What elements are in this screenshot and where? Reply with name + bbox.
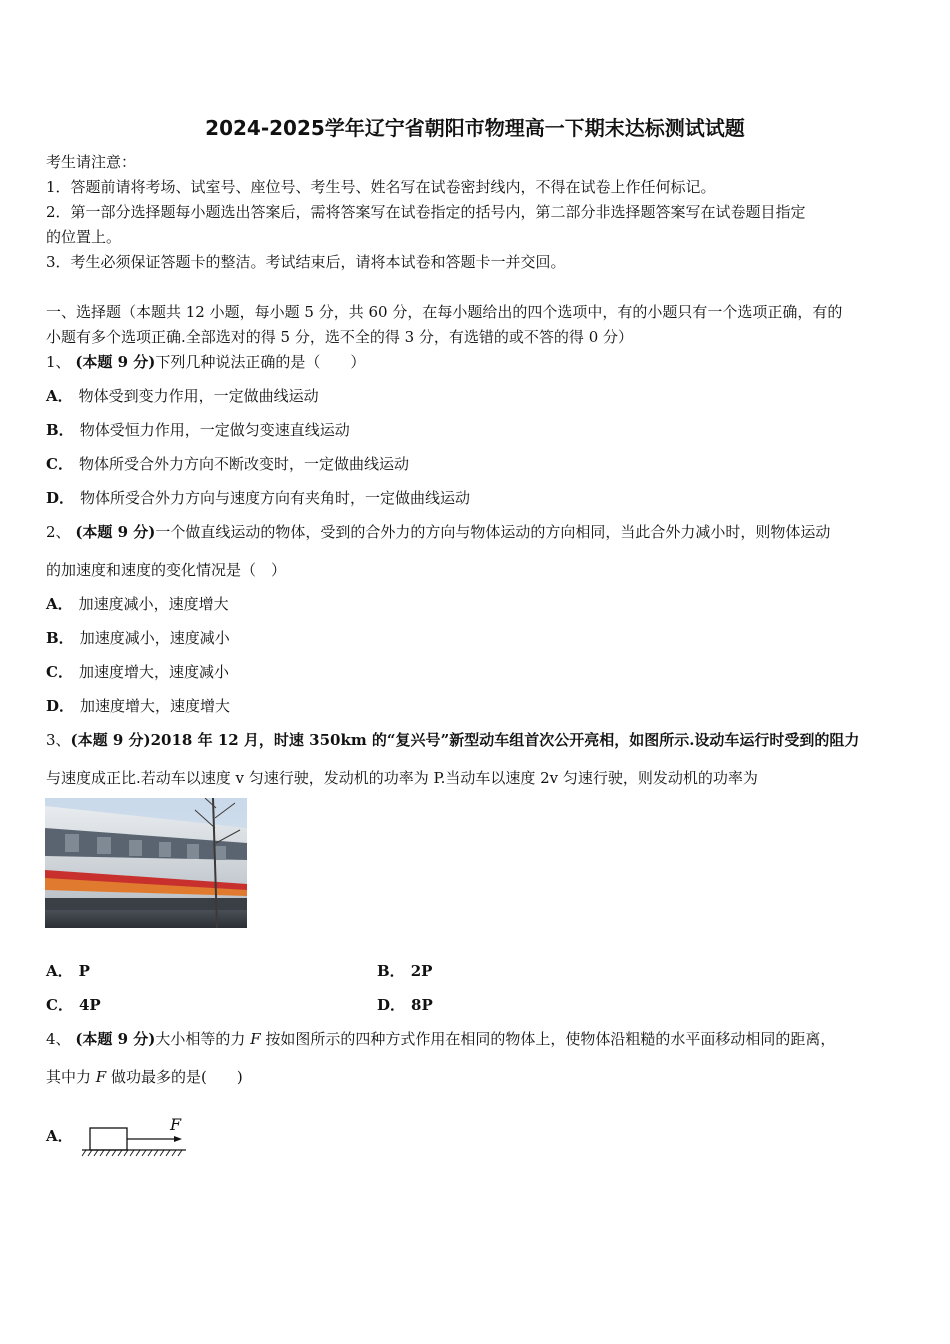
question-2-score: (本题 9 分) bbox=[75, 523, 156, 541]
question-2-option-c[interactable]: C． 加速度增大，速度减小 bbox=[46, 663, 229, 681]
question-4-stem: 4、 (本题 9 分)大小相等的力 F 按如图所示的四种方式作用在相同的物体上，使物体沿粗糙的水平面移动相同的距离， bbox=[46, 1030, 836, 1048]
question-2-stem-cont: 的加速度和速度的变化情况是（ ） bbox=[46, 561, 287, 579]
force-label: F bbox=[170, 1115, 182, 1134]
notice-item-1: 1．答题前请将考场、试室号、座位号、考生号、姓名写在试卷密封线内，不得在试卷上作任何标记。 bbox=[46, 178, 716, 196]
question-4-option-a[interactable]: A． bbox=[46, 1127, 73, 1145]
question-1-option-d[interactable]: D． 物体所受合外力方向与速度方向有夹角时，一定做曲线运动 bbox=[46, 489, 471, 507]
question-1-option-c[interactable]: C． 物体所受合外力方向不断改变时，一定做曲线运动 bbox=[46, 455, 409, 473]
question-4-number: 4、 bbox=[46, 1030, 71, 1048]
question-4-score: (本题 9 分) bbox=[75, 1030, 156, 1048]
question-2-option-a[interactable]: A． 加速度减小，速度增大 bbox=[46, 595, 229, 613]
notice-item-3: 3．考生必须保证答题卡的整洁。考试结束后，请将本试卷和答题卡一并交回。 bbox=[46, 253, 566, 271]
question-3-stem-cont: 与速度成正比.若动车以速度 v 匀速行驶，发动机的功率为 P.当动车以速度 2v 匀速行驶，则发动机的功率为 bbox=[46, 769, 758, 787]
force-symbol: F bbox=[250, 1030, 261, 1048]
question-1-text: 下列几种说法正确的是（ ） bbox=[155, 353, 366, 371]
question-3-score: (本题 9 分) bbox=[70, 731, 151, 749]
question-3-option-b[interactable]: B． 2P bbox=[377, 962, 433, 980]
force-symbol: F bbox=[95, 1068, 107, 1086]
section-header-line2: 小题有多个选项正确.全部选对的得 5 分，选不全的得 3 分，有选错的或不答的得 0 分） bbox=[46, 328, 634, 346]
question-2-number: 2、 bbox=[46, 523, 71, 541]
question-3-stem bbox=[46, 730, 859, 750]
section-header-line1: 一、选择题（本题共 12 小题，每小题 5 分，共 60 分，在每小题给出的四个选项中，有的小题只有一个选项正确，有的 bbox=[46, 303, 843, 321]
question-3-number: 3、 bbox=[46, 731, 71, 749]
question-1-option-a[interactable]: A． 物体受到变力作用，一定做曲线运动 bbox=[46, 387, 319, 405]
question-2-stem bbox=[46, 522, 830, 542]
page-title: 2024-2025学年辽宁省朝阳市物理高一下期末达标测试试题 bbox=[205, 116, 745, 140]
question-1-number: 1、 bbox=[46, 353, 71, 371]
question-2-option-b[interactable]: B． 加速度减小，速度减小 bbox=[46, 629, 230, 647]
question-4-stem-cont: 其中力 F 做功最多的是( ) bbox=[46, 1068, 243, 1086]
question-3-option-a[interactable]: A． P bbox=[46, 962, 90, 980]
notice-item-2-cont: 的位置上。 bbox=[46, 228, 122, 246]
question-3-option-c[interactable]: C． 4P bbox=[46, 996, 101, 1014]
question-2-text: 一个做直线运动的物体，受到的合外力的方向与物体运动的方向相同，当此合外力减小时，则物体运动 bbox=[155, 523, 831, 541]
question-3-option-d[interactable]: D． 8P bbox=[377, 996, 433, 1014]
notice-item-2: 2．第一部分选择题每小题选出答案后，需将答案写在试卷指定的括号内，第二部分非选择题答案写在试卷题目指定 bbox=[46, 203, 806, 221]
notice-heading: 考生请注意： bbox=[46, 153, 137, 171]
question-1-option-b[interactable]: B． 物体受恒力作用，一定做匀变速直线运动 bbox=[46, 421, 350, 439]
question-1-score: (本题 9 分) bbox=[75, 353, 156, 371]
question-2-option-d[interactable]: D． 加速度增大，速度增大 bbox=[46, 697, 231, 715]
question-3-text: 2018 年 12 月，时速 350km 的“复兴号”新型动车组首次公开亮相，如图所示.设动车运行时受到的阻力 bbox=[150, 731, 860, 749]
block-shape bbox=[90, 1128, 127, 1150]
question-1-stem bbox=[46, 352, 365, 372]
train-photo bbox=[45, 798, 247, 928]
force-diagram-a bbox=[78, 1110, 193, 1160]
